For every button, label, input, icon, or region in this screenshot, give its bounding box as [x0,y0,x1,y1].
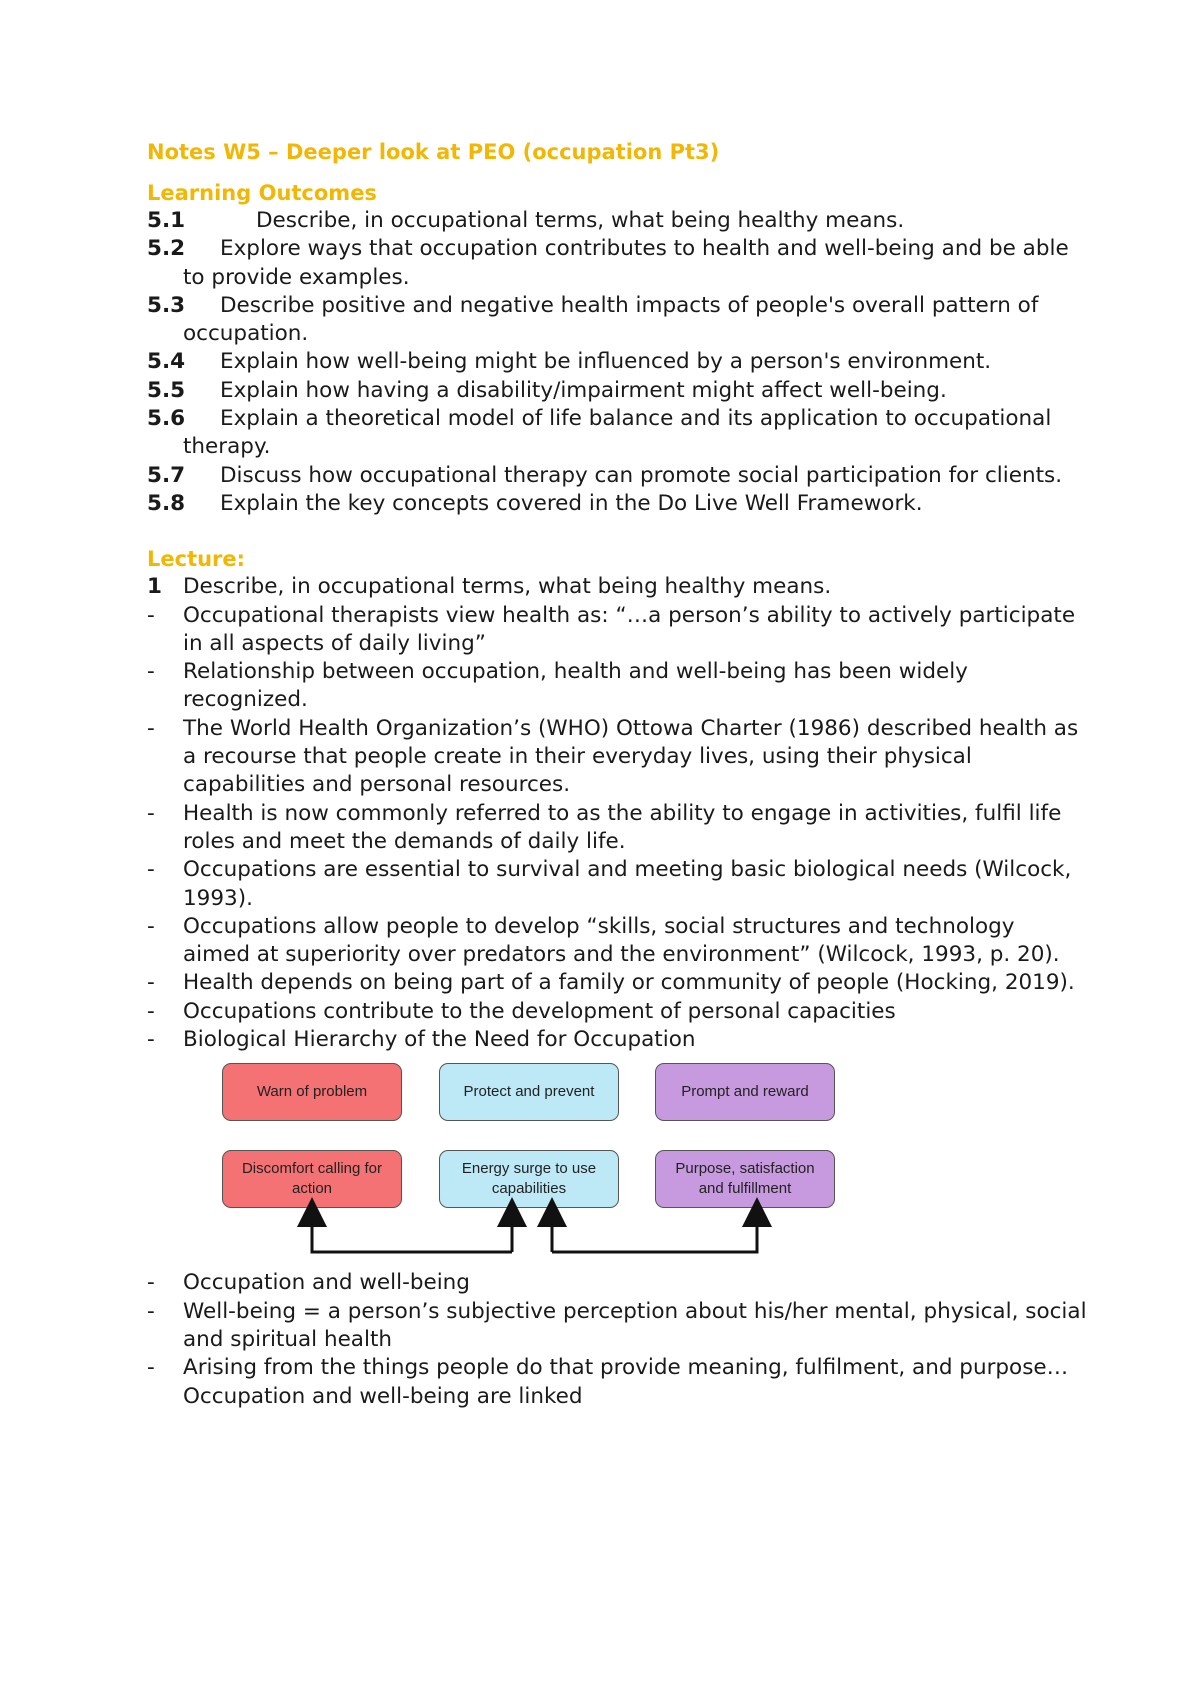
arrow-to-purpose [552,1212,757,1252]
bullet-text: Health depends on being part of a family or community of people (Hocking, 2019). [183,970,1075,996]
dash-bullet-icon: - [147,913,155,939]
outcome-number: 5.1 [147,208,186,233]
lecture-numbered-item [147,573,1087,601]
outcome-number: 5.6 [147,406,186,432]
bullet-text: The World Health Organization’s (WHO) Ottowa Charter (1986) described health as a recourse that people create in their everyday lives, using their physical capabilities and personal resources. [183,715,1079,798]
lecture-bullet [147,969,1087,997]
box-label: Discomfort calling for action [241,1160,383,1198]
lecture-bullet [147,856,1087,913]
lecture-item-number: 1 [147,574,162,600]
lecture-bullet [147,800,1087,857]
dash-bullet-icon: - [147,1298,155,1324]
lecture-bullet [147,1269,1087,1297]
box-label: Prompt and reward [681,1083,809,1101]
dash-bullet-icon: - [147,857,155,883]
lecture-bullet [147,715,1087,800]
outcome-text: Explain how having a disability/impairment might affect well-being. [220,377,947,403]
box-label: Purpose, satisfaction and fulfillment [675,1160,815,1198]
outcome-text: Describe positive and negative health impacts of people's overall pattern of occupation. [183,292,1039,347]
dash-bullet-icon: - [147,800,155,826]
outcome-text: Explain a theoretical model of life balance and its application to occupational therapy. [183,406,1052,460]
outcome-number: 5.8 [147,490,186,516]
box-label: Protect and prevent [463,1083,595,1101]
lecture-bullet [147,913,1087,970]
hierarchy-diagram [147,1054,1087,1269]
lecture-bullet [147,658,1087,715]
arrow-to-discomfort [312,1212,512,1252]
lecture-item-text: Describe, in occupational terms, what being healthy means. [183,574,832,600]
outcome-text: Explore ways that occupation contributes to health and well-being and be able to provide examples. [183,236,1069,290]
diagram-arrows [147,1054,1087,1269]
lecture-bullet [147,1354,1087,1411]
bullet-text: Health is now commonly referred to as the ability to engage in activities, fulfil life roles and meet the demands of daily life. [183,800,1062,854]
dash-bullet-icon: - [147,715,155,741]
outcome-text: Explain the key concepts covered in the Do Live Well Framework. [220,490,923,516]
learning-outcomes-heading: Learning Outcomes [147,181,377,205]
bullet-text: Occupational therapists view health as: “…a person’s ability to actively participate in all aspects of daily living” [183,602,1076,656]
bullet-text: Biological Hierarchy of the Need for Occupation [183,1027,696,1053]
document-page [147,137,1087,1411]
bullet-text: Arising from the things people do that provide meaning, fulfilment, and purpose… Occupation and well-being are linked [183,1355,1069,1409]
lecture-bullet [147,1026,1087,1054]
dash-bullet-icon: - [147,602,155,628]
section-spacer [147,518,1087,546]
bullet-text: Occupations are essential to survival and meeting basic biological needs (Wilcock, 1993). [183,857,1072,911]
learning-outcomes-list [147,207,1087,518]
outcome-text: Discuss how occupational therapy can promote social participation for clients. [220,462,1063,488]
learning-outcome-item [147,377,1087,405]
bullet-text: Occupations allow people to develop “skills, social structures and technology aimed at superiority over predators and the environment” (Wilcock, 1993, p. 20). [183,913,1060,968]
outcome-text: Describe, in occupational terms, what being healthy means. [256,208,905,233]
learning-outcome-item [147,405,1087,462]
outcome-number: 5.2 [147,236,186,262]
outcome-number: 5.5 [147,377,186,403]
dash-bullet-icon: - [147,1027,155,1053]
dash-bullet-icon: - [147,1270,155,1296]
learning-outcome-item [147,207,1087,235]
lecture-list [147,573,1087,1054]
lecture-heading: Lecture: [147,547,246,572]
lecture-bullet [147,1298,1087,1355]
bullet-text: Occupations contribute to the development of personal capacities [183,998,896,1024]
dash-bullet-icon: - [147,659,155,685]
learning-outcome-item [147,235,1087,292]
learning-outcome-item [147,490,1087,518]
dash-bullet-icon: - [147,998,155,1024]
bullet-text: Occupation and well-being [183,1270,470,1296]
box-label: Warn of problem [256,1083,368,1101]
lecture-bullet [147,998,1087,1026]
learning-outcome-item [147,292,1087,349]
box-label: Energy surge to use capabilities [461,1160,597,1198]
bullet-text: Relationship between occupation, health and well-being has been widely recognized. [183,659,968,713]
lecture-list-continued [147,1269,1087,1410]
learning-outcome-item [147,462,1087,490]
outcome-text: Explain how well-being might be influenced by a person's environment. [220,349,992,375]
dash-bullet-icon: - [147,1355,155,1381]
outcome-number: 5.7 [147,462,186,488]
dash-bullet-icon: - [147,970,155,996]
outcome-number: 5.3 [147,292,186,318]
document-title: Notes W5 – Deeper look at PEO (occupation Pt3) [147,140,720,164]
learning-outcome-item [147,348,1087,376]
outcome-number: 5.4 [147,349,186,375]
bullet-text: Well-being = a person’s subjective perception about his/her mental, physical, social and spiritual health [183,1298,1087,1352]
lecture-bullet [147,602,1087,659]
